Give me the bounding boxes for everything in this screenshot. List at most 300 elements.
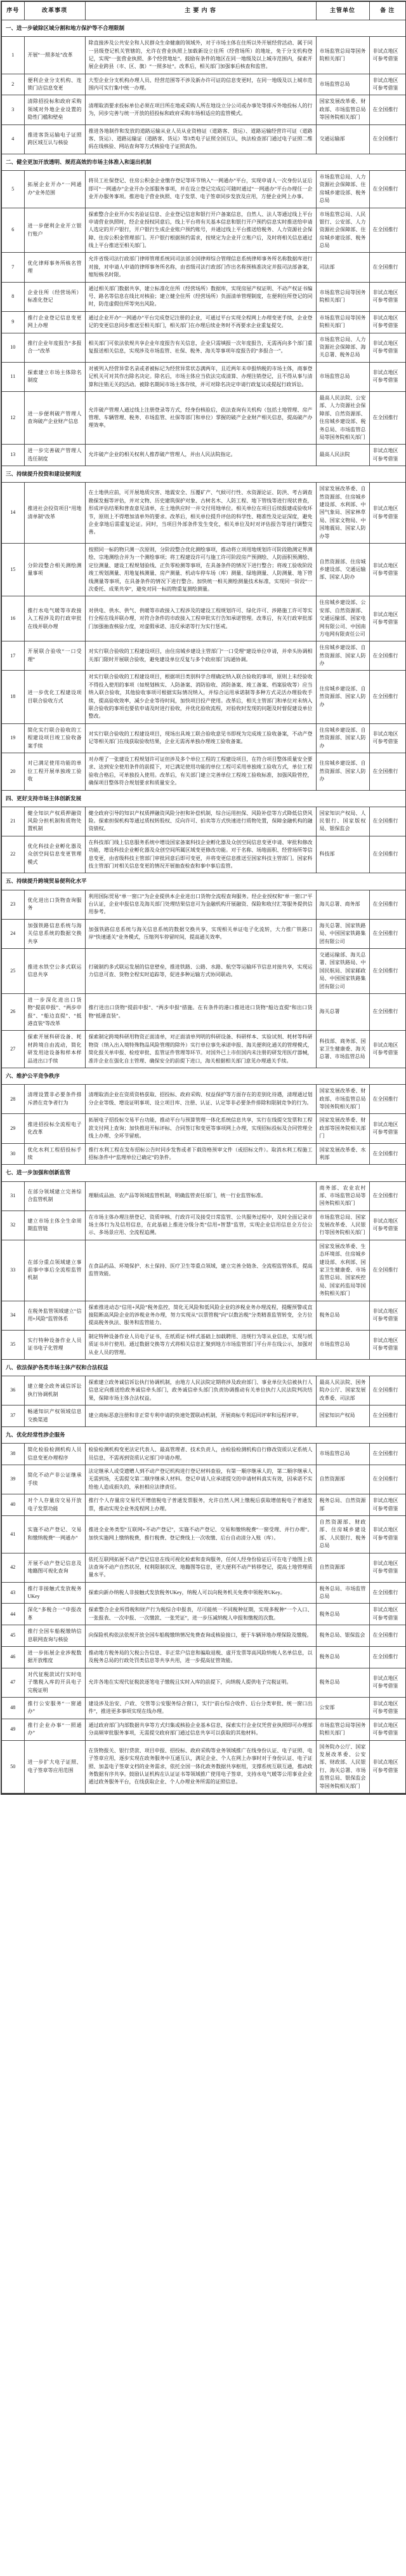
row-number-cell: 43 bbox=[1, 1582, 24, 1604]
row-number-cell: 20 bbox=[1, 753, 24, 790]
reform-item-cell: 建立市场主体全生命周期监管链 bbox=[24, 1211, 85, 1240]
reform-item-cell: 清除招投标和政府采购领域对外地企业设置的隐性门槛和壁垒 bbox=[24, 95, 85, 124]
row-number-cell: 17 bbox=[1, 641, 24, 671]
row-number-cell: 23 bbox=[1, 890, 24, 919]
responsible-unit-cell: 国家发展改革委、水利部 bbox=[316, 1143, 369, 1165]
responsible-unit-cell: 税务总局 bbox=[316, 1604, 369, 1625]
remark-cell: 在全国推行 bbox=[369, 1582, 406, 1604]
main-content-cell: 探索向新办纳税人非接触式发放税务UKey，纳税人可以向税务机关免费申领税务UKey。 bbox=[85, 1582, 316, 1604]
remark-cell: 非试点地区可参考借鉴 bbox=[369, 282, 406, 311]
table-row bbox=[1, 37, 406, 74]
row-number-cell: 1 bbox=[1, 37, 24, 74]
reform-item-cell: 进一步完善破产管理人选任制度 bbox=[24, 445, 85, 466]
reform-item-cell: 优化水利工程招投标手续 bbox=[24, 1143, 85, 1165]
section-heading: 五、持续提升跨境贸易便利化水平 bbox=[1, 873, 406, 890]
row-number-cell: 7 bbox=[1, 253, 24, 282]
table-row bbox=[1, 1625, 406, 1647]
remark-cell: 在全国推行 bbox=[369, 1444, 406, 1465]
table-row bbox=[1, 1668, 406, 1697]
reform-item-cell: 开展“一照多址”改革 bbox=[24, 37, 85, 74]
table-row bbox=[1, 1553, 406, 1582]
column-header-col-item: 改革事项 bbox=[24, 1, 85, 20]
remark-cell: 在全国推行 bbox=[369, 208, 406, 253]
remark-cell: 非试点地区可参考借鉴 bbox=[369, 74, 406, 95]
responsible-unit-cell: 交通运输部、海关总署、国家铁路局、中国民航局、国家邮政局、中国国家铁路集团有限公司 bbox=[316, 948, 369, 993]
table-row bbox=[1, 1405, 406, 1427]
responsible-unit-cell: 税务总局 bbox=[316, 1668, 369, 1697]
section-heading: 八、依法保护各类市场主体产权和合法权益 bbox=[1, 1359, 406, 1376]
table-row bbox=[1, 641, 406, 671]
table-row bbox=[1, 919, 406, 948]
remark-cell: 在全国推行 bbox=[369, 1405, 406, 1427]
main-content-cell: 对办理了一张建设工程规划许可证但涉及多个单位工程的工程建设项目，在符合项目整体质量安全要求、达到安全使用条件的前提下，对已满足使用功能的单位工程可采用单独竣工验收方式，单位工程验收合格后，可单独投入使用。改革后，有关部门建立完善单位工程竣工验收标准，加强风险管控，确保项目整体符合规划要求和质量安全。 bbox=[85, 753, 316, 790]
main-content-cell: 推行水利工程在发布招标公告时同步发售或者下载资格预审文件（或招标文件）。取消水利工程施工招标条件中“监理单位已确定”的条件。 bbox=[85, 1143, 316, 1165]
column-header-col-no: 序号 bbox=[1, 1, 24, 20]
reform-item-cell: 深化“多税合一”申报改革 bbox=[24, 1604, 85, 1625]
main-content-cell: 在食品药品、环境保护、水土保持、医疗卫生等重点领域，建立完善全链条、全流程监管体系，提高监管效能。 bbox=[85, 1240, 316, 1301]
section-heading: 一、进一步破除区域分割和地方保护等不合理限制 bbox=[1, 20, 406, 36]
reform-item-cell: 开展联合验收“一口受理” bbox=[24, 641, 85, 671]
responsible-unit-cell: 最高人民法院、国务院办公厅、国家发展改革委、司法部 bbox=[316, 1376, 369, 1405]
responsible-unit-cell: 公安部 bbox=[316, 1697, 369, 1719]
row-number-cell: 42 bbox=[1, 1553, 24, 1582]
main-content-cell: 健全政府引导的知识产权质押融资风险分担和补偿机制，综合运用担保、风险补偿等方式降低信贷风险。探索担保机构等通过质权转股权、反向许可、拍卖等方式快速进行质物处置，保障金融机构的融资债权。 bbox=[85, 807, 316, 836]
responsible-unit-cell: 海关总署、国家铁路局、中国国家铁路集团有限公司 bbox=[316, 919, 369, 948]
remark-cell: 非试点地区可参考借鉴 bbox=[369, 333, 406, 362]
table-row bbox=[1, 1181, 406, 1211]
responsible-unit-cell: 市场监管总局等国务院相关部门 bbox=[316, 282, 369, 311]
reform-item-cell: 推进社会投资项目“用地清单制”改革 bbox=[24, 483, 85, 544]
table-row bbox=[1, 483, 406, 544]
main-content-cell: 除直接涉及公共安全和人民群众生命健康的领域外，对于市场主体在住所以外开展经营活动、属于同一县级登记机关管辖的，允许在营业执照上加载新设立住所（经营场所）的地址，免于分支机构登记，实现“一张营业执照、多个经营地址”。鼓励有条件的地区在同一地级及以上城市范围内，探索开展企业跨县（市、区、旗）“一照多址”。改革后，相关部门加强事后核查和监管。 bbox=[85, 37, 316, 74]
reform-item-cell: 进一步扩大电子证照、电子签章等应用范围 bbox=[24, 1740, 85, 1794]
responsible-unit-cell: 交通运输部 bbox=[316, 124, 369, 154]
table-row bbox=[1, 445, 406, 466]
row-number-cell: 11 bbox=[1, 362, 24, 391]
table-row bbox=[1, 1240, 406, 1301]
responsible-unit-cell: 自然资源部、住房城乡建设部、交通运输部、国家人防办 bbox=[316, 543, 369, 596]
remark-cell: 在全国推行 bbox=[369, 1625, 406, 1647]
main-content-cell: 大型企业分支机构办理人员、经营范围等不涉及新办许可证的信息变更时，在同一地级及以上城市范围内可实行集中统一办理。 bbox=[85, 74, 316, 95]
row-number-cell: 36 bbox=[1, 1376, 24, 1405]
section-heading-row bbox=[1, 790, 406, 807]
remark-cell: 非试点地区可参考借鉴 bbox=[369, 1494, 406, 1516]
remark-cell: 非试点地区可参考借鉴 bbox=[369, 37, 406, 74]
reform-item-cell: 推进客货运输电子证照跨区域互认与核验 bbox=[24, 124, 85, 154]
responsible-unit-cell: 自然资源部 bbox=[316, 1465, 369, 1494]
section-heading-row bbox=[1, 1165, 406, 1181]
remark-cell: 非试点地区可参考借鉴 bbox=[369, 1031, 406, 1068]
main-content-cell: 加强铁路信息系统与海关信息系统的数据交换共享，实现相关单证电子化流转，大力推广铁路口岸“快速通关”业务模式，压缩列车停留时间，提高通关效率。 bbox=[85, 919, 316, 948]
table-row bbox=[1, 1515, 406, 1553]
responsible-unit-cell: 科技部 bbox=[316, 836, 369, 873]
responsible-unit-cell: 住房城乡建设部、自然资源部、国家人防办 bbox=[316, 753, 369, 790]
row-number-cell: 16 bbox=[1, 596, 24, 641]
remark-cell: 非试点地区可参考借鉴 bbox=[369, 723, 406, 753]
remark-cell: 非试点地区可参考借鉴 bbox=[369, 445, 406, 466]
reform-item-cell: 推行水电气暖等市政接入工程涉及的行政审批在线并联办理 bbox=[24, 596, 85, 641]
table-row bbox=[1, 1697, 406, 1719]
row-number-cell: 24 bbox=[1, 919, 24, 948]
reform-measures-table bbox=[1, 1, 406, 1795]
responsible-unit-cell: 国家发展改革委、财政部、市场监管总局等国务院相关部门 bbox=[316, 95, 369, 124]
main-content-cell: 依托互联网拓展不动产登记信息在线可视化检索和查询服务，任何人经身份验证后可在电子地图上依法查询不动产自然状况、权利限制状况、地籍图等信息，更大便利不动产转移登记，提高土地管理质量水平。 bbox=[85, 1553, 316, 1582]
main-content-cell: 拓展电子招投标交易平台功能，推动平台与预算管理一体化系统信息共享，实行在线提交发票和工程款支付网上查询；加快推进开标评标、合同签订和变更等事项网上办理，实现招标投标及合同管理全线上办理、全环节留痕。 bbox=[85, 1114, 316, 1143]
reform-item-cell: 加强铁路信息系统与海关信息系统的数据交换共享 bbox=[24, 919, 85, 948]
reform-item-cell: 拓展企业开办“一网通办”业务范围 bbox=[24, 170, 85, 208]
responsible-unit-cell: 税务总局 bbox=[316, 1647, 369, 1668]
reform-item-cell: 推行企业办事“一照通办” bbox=[24, 1719, 85, 1740]
remark-cell: 在全国推行 bbox=[369, 836, 406, 873]
reform-item-cell: 优化律师事务所核名管理 bbox=[24, 253, 85, 282]
remark-cell: 在全国推行 bbox=[369, 1647, 406, 1668]
main-content-cell: 法定继承人或受遗赠人到不动产登记机构进行登记材料查验，有第一顺序继承人的，第二顺序继承人无需到场，无需提交第二顺序继承人材料。登记申请人应承诺提交的申请材料真实有效，因承诺不实给他人造成损失的，承担相应法律责任。 bbox=[85, 1465, 316, 1494]
table-row bbox=[1, 170, 406, 208]
remark-cell: 非试点地区可参考借鉴 bbox=[369, 311, 406, 333]
remark-cell: 在全国推行 bbox=[369, 170, 406, 208]
row-number-cell: 8 bbox=[1, 282, 24, 311]
remark-cell: 非试点地区可参考借鉴 bbox=[369, 1668, 406, 1697]
reform-item-cell: 实施不动产登记、交易和缴纳税费“一网通办” bbox=[24, 1515, 85, 1553]
responsible-unit-cell: 市场监管总局等国务院相关部门 bbox=[316, 37, 369, 74]
responsible-unit-cell: 最高人民法院、公安部、人力资源社会保障部、自然资源部、住房城乡建设部、税务总局、市场监管总局等国务院相关部门 bbox=[316, 391, 369, 444]
row-number-cell: 18 bbox=[1, 671, 24, 723]
row-number-cell: 19 bbox=[1, 723, 24, 753]
reform-item-cell: 推行公安服务“一窗通办” bbox=[24, 1697, 85, 1719]
row-number-cell: 44 bbox=[1, 1604, 24, 1625]
remark-cell: 非试点地区可参考借鉴 bbox=[369, 1740, 406, 1794]
main-content-cell: 允许破产企业的相关权利人推荐破产管理人，并由人民法院指定。 bbox=[85, 445, 316, 466]
remark-cell: 非试点地区可参考借鉴 bbox=[369, 1301, 406, 1330]
reform-item-cell: 对个人存量房交易开放电子发票功能 bbox=[24, 1494, 85, 1516]
responsible-unit-cell: 国家知识产权局、人民银行、国家版权局、银保监会 bbox=[316, 807, 369, 836]
section-heading: 三、持续提升投资和建设便利度 bbox=[1, 466, 406, 483]
main-content-cell: 清理取消企业在资质资格获取、招投标、政府采购、权益保护等方面存在的差别化待遇，清理通过划分企业等级、增设证明事项、设立项目库、注册、认证、认定等非必要条件排除和限制竞争的行为。 bbox=[85, 1085, 316, 1114]
table-row bbox=[1, 1085, 406, 1114]
row-number-cell: 14 bbox=[1, 483, 24, 544]
section-heading-row bbox=[1, 154, 406, 170]
remark-cell: 在全国推行 bbox=[369, 1085, 406, 1114]
reform-item-cell: 在部分领域建立完善综合监管机制 bbox=[24, 1181, 85, 1211]
table-row bbox=[1, 753, 406, 790]
row-number-cell: 21 bbox=[1, 807, 24, 836]
reform-item-cell: 推进招投标全流程电子化改革 bbox=[24, 1114, 85, 1143]
table-row bbox=[1, 1582, 406, 1604]
table-row bbox=[1, 1740, 406, 1794]
remark-cell: 在全国推行 bbox=[369, 993, 406, 1031]
table-row bbox=[1, 671, 406, 723]
row-number-cell: 15 bbox=[1, 543, 24, 596]
main-content-cell: 清理取消要求投标单位必须在项目所在地或采购人所在地设立分公司或办事处等排斥外地投标人的行为，同步完善与统一开放的招投标和政府采购市场相适应的监管模式。 bbox=[85, 95, 316, 124]
reform-item-cell: 建立健全政务诚信诉讼执行协调机制 bbox=[24, 1376, 85, 1405]
remark-cell: 在全国推行 bbox=[369, 1240, 406, 1301]
reform-item-cell: 便利企业分支机构、连锁门店信息变更 bbox=[24, 74, 85, 95]
section-heading-row bbox=[1, 466, 406, 483]
main-content-cell: 在市场主体办理注册登记、资质审核、行政许可及接受日常监管、公共服务过程中，及时全面记录市场主体行为及信用信息，在此基础上推进分级分类“信用+智慧”监管，实现企业信用信息全方位公示、多场景应用、全流程追溯。 bbox=[85, 1211, 316, 1240]
responsible-unit-cell: 市场监管总局 bbox=[316, 1444, 369, 1465]
responsible-unit-cell: 海关总署 bbox=[316, 993, 369, 1031]
main-content-cell: 检验检测机构变更法定代表人、最高管理者、技术负责人，由检验检测机构自行修改资质认定系统人员信息，不需再到资质认定部门申请办理。 bbox=[85, 1444, 316, 1465]
table-row bbox=[1, 1031, 406, 1068]
main-content-cell: 探索整合企业所得税和财产行为税综合申报表，尽可能统一不同税种征期，实现多税种“一个入口、一张报表、一次申报、一次缴款、一张凭证”，进一步压减纳税人申报和缴税的次数。 bbox=[85, 1604, 316, 1625]
section-heading: 四、更好支持市场主体创新发展 bbox=[1, 790, 406, 807]
main-content-cell: 理顺成品油、农产品等领域监管机制，明确监管责任部门，统一行业监管标准。 bbox=[85, 1181, 316, 1211]
table-row bbox=[1, 74, 406, 95]
remark-cell: 非试点地区可参考借鉴 bbox=[369, 1719, 406, 1740]
row-number-cell: 47 bbox=[1, 1668, 24, 1697]
reform-item-cell: 推行企业年度报告“多报合一”改革 bbox=[24, 333, 85, 362]
table-row bbox=[1, 1114, 406, 1143]
row-number-cell: 26 bbox=[1, 993, 24, 1031]
main-content-cell: 允许省级司法行政部门律师管理系统同司法部全国律师综合管理信息系统律师事务所名称数据库进行对接，对申请人申请的律师事务所名称，由省级司法行政部门作出名称预核准决定并报司法部备案，缩短核名时限。 bbox=[85, 253, 316, 282]
remark-cell: 非试点地区可参考借鉴 bbox=[369, 1114, 406, 1143]
main-content-cell: 打破制约多式联运发展的信息壁垒，推进铁路、公路、水路、航空等运输环节信息对接共享，实现运力信息可查、货物全程实时追踪等，促进多种运输方式协同联动。 bbox=[85, 948, 316, 993]
remark-cell: 在全国推行 bbox=[369, 1143, 406, 1165]
responsible-unit-cell: 市场监管总局 bbox=[316, 362, 369, 391]
reform-item-cell: 推行非接触式发放税务UKey bbox=[24, 1582, 85, 1604]
responsible-unit-cell: 住房城乡建设部、自然资源部、国家人防办 bbox=[316, 723, 369, 753]
main-content-cell: 建立商标恶意注册和非正常专利申请的快速处置联动机制，开展商标专利巡回评审和远程评审。 bbox=[85, 1405, 316, 1427]
remark-cell: 在全国推行 bbox=[369, 253, 406, 282]
table-row bbox=[1, 836, 406, 873]
main-content-cell: 对被列入经营异常名录或者被标记为经营异常状态满两年，且近两年未申报纳税的市场主体，商事登记机关可对其作出除名决定。除名后，市场主体应当依法完成清算、办理注销登记，且不得从事与清算和注销无关的活动。被除名期间市场主体存续，并可对除名决定申请行政复议或提起行政诉讼。 bbox=[85, 362, 316, 391]
reform-item-cell: 简化检验检测机构人员信息变更办理程序 bbox=[24, 1444, 85, 1465]
main-content-cell: 将员工社保登记、住房公积金企业缴存登记等环节纳入“一网通办”平台，实现申请人一次身份认证后即可“一网通办”企业开办全部服务事项，并在设立登记完成后可随时通过“一网通办”平台办理任一企业开办服务事项。推进电子营业执照、电子发票、电子签章同步发放及应用，方便企业网上办事。 bbox=[85, 170, 316, 208]
row-number-cell: 50 bbox=[1, 1740, 24, 1794]
main-content-cell: 允许破产管理人通过线上注册登录等方式，经身份核验后，依法查询有关机构（包括土地管理、房产管理、车辆管理、税务、市场监管、社保等部门和单位）掌握的破产企业财产相关信息，提高破产办理效率。 bbox=[85, 391, 316, 444]
remark-cell: 非试点地区可参考借鉴 bbox=[369, 1515, 406, 1553]
reform-item-cell: 推进水铁空公多式联运信息共享 bbox=[24, 948, 85, 993]
row-number-cell: 37 bbox=[1, 1405, 24, 1427]
table-row bbox=[1, 208, 406, 253]
responsible-unit-cell: 国家发展改革委、自然资源部、住房城乡建设部、水利部、中国气象局、国家林草局、国家文物局、中国地震局、国家人防办等 bbox=[316, 483, 369, 544]
remark-cell: 在全国推行 bbox=[369, 1376, 406, 1405]
remark-cell: 非试点地区可参考借鉴 bbox=[369, 596, 406, 641]
responsible-unit-cell: 税务总局、银保监会 bbox=[316, 1625, 369, 1647]
row-number-cell: 30 bbox=[1, 1143, 24, 1165]
row-number-cell: 35 bbox=[1, 1330, 24, 1359]
main-content-cell: 通过政府部门内部数据共享等方式归集或核验企业基本信息，探索实行企业仅凭营业执照即可办理部分高频审批服务事项，无需提交政府部门通过信息共享可以获取的其他材料。 bbox=[85, 1719, 316, 1740]
table-row bbox=[1, 723, 406, 753]
main-content-cell: 通过相关部门数据共享，建立标准化住所（经营场所）数据库，实现房屋产权证明、不动产权证书编号、路名等信息在线比对核验；建立健全住所（经营场所）负面清单管理制度，在便利住所登记的同时，防范虚假住所等突出风险。 bbox=[85, 282, 316, 311]
table-row bbox=[1, 807, 406, 836]
main-content-cell: 建设涉及治安、户政、交管等公安服务综合窗口，实行“前台综合收件、后台分类审批、统一窗口出件”，推进更多事项实现在线办理。 bbox=[85, 1697, 316, 1719]
main-content-cell: 推行个人存量房交易代开增值税电子普通发票服务，允许自然人网上缴税后获取增值税电子普通发票，推动实现全业务流程网上办理。 bbox=[85, 1494, 316, 1516]
remark-cell: 非试点地区可参考借鉴 bbox=[369, 1697, 406, 1719]
main-content-cell: 推动地方税务局的欠税公告信息、非正常户信息和骗取退税、虚开发票等高风险纳税人名单信息，以及税务总局的行政处罚类信息等共享共用，进一步提高征管效能。 bbox=[85, 1647, 316, 1668]
row-number-cell: 41 bbox=[1, 1515, 24, 1553]
table-row bbox=[1, 1647, 406, 1668]
table-row bbox=[1, 1330, 406, 1359]
responsible-unit-cell: 住房城乡建设部、自然资源部、国家人防办 bbox=[316, 671, 369, 723]
remark-cell: 在全国推行 bbox=[369, 641, 406, 671]
remark-cell: 非试点地区可参考借鉴 bbox=[369, 1211, 406, 1240]
main-content-cell: 制定特种设备作业人员电子证书，在纸质证书样式基础上加载聘用、违规行为等从业信息，实现与纸质证书并行使用。通过数据交换等方式将相关信息汇聚到地方市场监管部门平台并在线公示，加强对从业人员的管理。 bbox=[85, 1330, 316, 1359]
responsible-unit-cell: 司法部 bbox=[316, 253, 369, 282]
row-number-cell: 31 bbox=[1, 1181, 24, 1211]
main-content-cell: 探索制定跨境科研用物资正面清单，对正面清单列明的科研设备、科研样本、实验试剂、耗材等科研物资（纳入出入境特殊物品风险管理的除外）实行单位事先承诺申报、海关便利化通关的管理模式，简化报关单申报、检疫审批、监管证件管理等环节。对国外已上市但国内未注册的研发用医疗器械，准许企业在强化自主管理、确保安全的前提下进口，海关根据相关部门意见办理通关手续。 bbox=[85, 1031, 316, 1068]
table-row bbox=[1, 1465, 406, 1494]
main-content-cell: 向保险机构依法依规开放全国车船税缴纳情况免费查询或核验接口，便于车辆异地办理保险及缴税。 bbox=[85, 1625, 316, 1647]
reform-item-cell: 推行全国车船税缴纳信息联网查询与核验 bbox=[24, 1625, 85, 1647]
main-content-cell: 在科技部门线上信息服务系统中增设国家备案科技企业孵化器及众创空间信息变更申请、审批和修改功能，增设科技企业孵化器及众创空间所属区域变更修改功能。对于名称、场地面积、经营场所等信息变更，由省级科技主管部门审批同意后即可变更，并将变更信息推送至国家科技主管部门。国家科技主管部门对相关信息变更的情况开展抽查检查和事中事后监管。 bbox=[85, 836, 316, 873]
responsible-unit-cell: 最高人民法院 bbox=[316, 445, 369, 466]
row-number-cell: 27 bbox=[1, 1031, 24, 1068]
remark-cell: 非试点地区可参考借鉴 bbox=[369, 1330, 406, 1359]
row-number-cell: 9 bbox=[1, 311, 24, 333]
responsible-unit-cell: 市场监管总局 bbox=[316, 1330, 369, 1359]
reform-item-cell: 开展不动产登记信息及地籍图可视化查询 bbox=[24, 1553, 85, 1582]
responsible-unit-cell: 住房城乡建设部、公安部、自然资源部、交通运输部、国家电网有限公司、中国南方电网有限责任公司 bbox=[316, 596, 369, 641]
responsible-unit-cell: 科技部、商务部、国家卫生健康委、海关总署、市场监管总局 bbox=[316, 1031, 369, 1068]
remark-cell: 非试点地区可参考借鉴 bbox=[369, 543, 406, 596]
table-row bbox=[1, 333, 406, 362]
reform-item-cell: 企业住所（经营场所）标准化登记 bbox=[24, 282, 85, 311]
reform-item-cell: 清理设置非必要条件排斥潜在竞争者行为 bbox=[24, 1085, 85, 1114]
main-content-cell: 对供电、供水、供气、供暖等市政接入工程涉及的建设工程规划许可、绿化许可、涉路施工许可等实行全程在线并联办理，对符合条件的市政接入工程审批实行告知承诺管理。改革后，有关行政审批部门加强抽查核验力度，对虚假承诺、违反承诺等行为实行惩戒。 bbox=[85, 596, 316, 641]
row-number-cell: 48 bbox=[1, 1697, 24, 1719]
table-header bbox=[1, 1, 406, 20]
reform-item-cell: 进一步便利企业开立银行账户 bbox=[24, 208, 85, 253]
reform-item-cell: 简化不动产非公证继承手续 bbox=[24, 1465, 85, 1494]
main-content-cell: 对实行联合验收的工程建设项目，根据项目类别科学合理确定纳入联合验收的事项，原则上未经验收不得投入使用的事项（如规划核实、人防备案、消防验收、消防备案、竣工备案、档案验收等）应当纳入联合验收，其他验收事项可根据实际情况纳入，并综合运用承诺制等多种方式灵活办理验收手续，提高验收效率，减少企业等待时间，加快项目投产使用。改革后，相关主管部门和单位对未纳入联合验收的事项也要依申请及时进行验收，并优化验收流程，对验收时发现的问题及时督促建设单位整改。 bbox=[85, 671, 316, 723]
main-content-cell: 相关部门可依法依规共享企业年度报告有关信息，企业只需填报一次年度报告，无需再向多个部门重复报送相关信息，实现涉及市场监管、社保、税务、海关等事项年度报告的“多报合一”。 bbox=[85, 333, 316, 362]
row-number-cell: 40 bbox=[1, 1494, 24, 1516]
remark-cell: 非试点地区可参考借鉴 bbox=[369, 1604, 406, 1625]
reform-item-cell: 优化进出口货物查询服务 bbox=[24, 890, 85, 919]
row-number-cell: 4 bbox=[1, 124, 24, 154]
section-heading-row bbox=[1, 873, 406, 890]
remark-cell: 在全国推行 bbox=[369, 753, 406, 790]
table-row bbox=[1, 1211, 406, 1240]
table-row bbox=[1, 1143, 406, 1165]
main-content-cell: 推进各地制作和发放的道路运输从业人员从业资格证（道路客、货运）、道路运输经营许可证（道路客、货运）、道路运输证（道路客、货运）等3类电子证照全国互认，执法检查部门通过电子证照二维码在线核验、网站查询等方式核验电子证照真伪。 bbox=[85, 124, 316, 154]
section-heading-row bbox=[1, 1068, 406, 1085]
remark-cell: 在全国推行 bbox=[369, 890, 406, 919]
section-heading: 九、优化经常性涉企服务 bbox=[1, 1427, 406, 1444]
column-header-col-unit: 主管单位 bbox=[316, 1, 369, 20]
remark-cell: 在全国推行 bbox=[369, 948, 406, 993]
remark-cell: 在全国推行 bbox=[369, 95, 406, 124]
main-content-cell: 在土地供应前，可开展地质灾害、地震安全、压覆矿产、气候可行性、水资源论证、防洪、考古调查勘探发掘等评估，并对文物、历史建筑保护对象、古树名木、人防工程、地下管线等进行现状普查，形成评估结果和普查意见清单，在土地供应时一并交付用地单位。相关单位在项目后续报建或验收环节，原则上不得增加清单外的要求。改革后，相关单位提升评估的科学性、精准性及论证深度，避免企业拿地后需重复论证。同时，当项目外部条件发生变化，相关单位及时对评估报告等进行调整完善。 bbox=[85, 483, 316, 544]
responsible-unit-cell: 税务总局、自然资源部 bbox=[316, 1494, 369, 1516]
main-content-cell: 推行进出口货物“提前申报”、“两步申报”措施。在有条件的港口推进进口货物“船边直提”和出口货物“抵港直装”。 bbox=[85, 993, 316, 1031]
main-content-cell: 对实行联合验收的工程建设项目，现场出具竣工联合验收意见书即视为完成竣工验收备案，不动产登记等相关部门在线获取验收结果，企业无需再单独办理竣工验收备案。 bbox=[85, 723, 316, 753]
table-row bbox=[1, 124, 406, 154]
reform-item-cell: 分阶段整合相关测绘测量事项 bbox=[24, 543, 85, 596]
main-content-cell: 探索整合企业开办实名验证信息、企业登记信息和银行开户备案信息，自然人、法人等通过线上平台申请营业执照时，经企业授权同意后，线上平台将有关基本信息和银行开户预约信息实时推送给申请人选定的开户银行，开户银行生成企业账户预约账号，并通过线上平台推送给税务、人力资源社会保障、住房公积金管理部门。开户银行根据预约需求，按规定为企业开立账户后，及时将相关信息通过线上平台推送至相关部门。 bbox=[85, 208, 316, 253]
table-row bbox=[1, 362, 406, 391]
section-heading-row bbox=[1, 20, 406, 36]
row-number-cell: 38 bbox=[1, 1444, 24, 1465]
row-number-cell: 12 bbox=[1, 391, 24, 444]
main-content-cell: 推进全业务类型“互联网+不动产登记”，实施不动产登记、交易和缴纳税费“一窗受理、并行办理”。加快实施网上缴纳税费，推行税费、登记费线上一次收缴、后台自动清分入账（库）。 bbox=[85, 1515, 316, 1553]
reform-item-cell: 对已满足使用功能的单位工程开展单独竣工验收 bbox=[24, 753, 85, 790]
reform-item-cell: 畅通知识产权领域信息交换渠道 bbox=[24, 1405, 85, 1427]
table-row bbox=[1, 1494, 406, 1516]
remark-cell: 在全国推行 bbox=[369, 671, 406, 723]
table-row bbox=[1, 1719, 406, 1740]
table-row bbox=[1, 311, 406, 333]
remark-cell: 非试点地区可参考借鉴 bbox=[369, 362, 406, 391]
table-row bbox=[1, 993, 406, 1031]
row-number-cell: 5 bbox=[1, 170, 24, 208]
reform-item-cell: 探索建立市场主体除名制度 bbox=[24, 362, 85, 391]
table-row bbox=[1, 95, 406, 124]
responsible-unit-cell: 市场监管总局等国务院相关部门 bbox=[316, 311, 369, 333]
row-number-cell: 3 bbox=[1, 95, 24, 124]
reform-item-cell: 探索开展科研设备、耗材跨境自由流动，简化研发用途设备和样本样品进出口手续 bbox=[24, 1031, 85, 1068]
responsible-unit-cell: 自然资源部 bbox=[316, 1553, 369, 1582]
table-row bbox=[1, 596, 406, 641]
table-row bbox=[1, 391, 406, 444]
responsible-unit-cell: 国务院办公厅、国家发展改革委、公安部、财政部、人民银行、海关总署、市场监管总局、银保监会等国务院相关部门 bbox=[316, 1740, 369, 1794]
table-row bbox=[1, 1604, 406, 1625]
reform-item-cell: 简化实行联合验收的工程建设项目竣工验收备案手续 bbox=[24, 723, 85, 753]
row-number-cell: 25 bbox=[1, 948, 24, 993]
table-row bbox=[1, 1301, 406, 1330]
responsible-unit-cell: 市场监管总局、国家发展改革委、人民银行等国务院相关部门 bbox=[316, 1211, 369, 1240]
table-row bbox=[1, 253, 406, 282]
row-number-cell: 13 bbox=[1, 445, 24, 466]
responsible-unit-cell: 国家知识产权局 bbox=[316, 1405, 369, 1427]
table-row bbox=[1, 282, 406, 311]
row-number-cell: 2 bbox=[1, 74, 24, 95]
reform-item-cell: 优化科技企业孵化器及众创空间信息变更管理模式 bbox=[24, 836, 85, 873]
reform-item-cell: 进一步深化进出口货物“提前申报”、“两步申报”、“船边直提”、“抵港直装”等改革 bbox=[24, 993, 85, 1031]
section-heading: 六、维护公平竞争秩序 bbox=[1, 1068, 406, 1085]
section-heading: 二、健全更加开放透明、规范高效的市场主体准入和退出机制 bbox=[1, 154, 406, 170]
table-row bbox=[1, 1444, 406, 1465]
reform-item-cell: 在税务监管领域建立“信用+风险”监管体系 bbox=[24, 1301, 85, 1330]
responsible-unit-cell: 国家发展改革委、财政部、市场监管总局等国务院相关部门 bbox=[316, 1085, 369, 1114]
section-heading-row bbox=[1, 1427, 406, 1444]
reform-item-cell: 进一步便利破产管理人查询破产企业财产信息 bbox=[24, 391, 85, 444]
responsible-unit-cell: 海关总署、商务部 bbox=[316, 890, 369, 919]
responsible-unit-cell: 住房城乡建设部、自然资源部、国家人防办 bbox=[316, 641, 369, 671]
responsible-unit-cell: 国家发展改革委、财政部等国务院相关部门 bbox=[316, 1114, 369, 1143]
main-content-cell: 通过企业开办“一网通办”平台完成登记注册的企业，可通过平台实现全程网上办理变更手续，企业登记的变更信息同步推送至相关部门，相关部门在办理后续业务时不再要求企业重复提交。 bbox=[85, 311, 316, 333]
row-number-cell: 34 bbox=[1, 1301, 24, 1330]
responsible-unit-cell: 市场监管总局 bbox=[316, 74, 369, 95]
section-heading: 七、进一步加强和创新监管 bbox=[1, 1165, 406, 1181]
reform-item-cell: 推行企业登记信息变更网上办理 bbox=[24, 311, 85, 333]
responsible-unit-cell: 市场监管总局、人力资源社会保障部、住房城乡建设部、税务总局 bbox=[316, 170, 369, 208]
table-body bbox=[1, 20, 406, 1794]
row-number-cell: 46 bbox=[1, 1647, 24, 1668]
row-number-cell: 22 bbox=[1, 836, 24, 873]
main-content-cell: 探索建立政务诚信诉讼执行协调机制，由地方人民法院定期将涉及政府部门、事业单位失信被执行人信息定向推送给政务诚信牵头部门，政务诚信牵头部门负责协调推动有关单位执行人民法院判决结果，保障市场主体合法权益。 bbox=[85, 1376, 316, 1405]
remark-cell: 在全国推行 bbox=[369, 807, 406, 836]
remark-cell: 在全国推行 bbox=[369, 391, 406, 444]
table-row bbox=[1, 1376, 406, 1405]
main-content-cell: 按照同一标的物只测一次原则，分阶段整合优化测绘事项，推动将立项用地规划许可阶段勘测定界测绘、宗地测绘合并为一个测绘事项；将工程建设许可与施工许可阶段房产预测绘、人防面积预测绘、定位测量、建设工程规划验线、正负零检测等事项，在具备条件的情况下进行整合；将竣工验收阶段竣工规划测量、用地复核测量、房产测量、机动车停车场（库）测量、绿地测量、人防测量、地下管线测量等事项，在具备条件的情况下进行整合。加快统一相关测绘测量技术标准，实现同一阶段“一次委托、成果共享”，避免对同一标的物重复测绘测量。 bbox=[85, 543, 316, 596]
remark-cell: 在全国推行 bbox=[369, 1181, 406, 1211]
row-number-cell: 45 bbox=[1, 1625, 24, 1647]
main-content-cell: 探索推进动态“信用+风险”税务监控，简化无风险和低风险企业的涉税业务办理流程，提醒预警或直接阻断高风险企业的涉税业务办理，努力实现从“以票管税”向“以数治税”分类精准监管转变，全方位提高税务执法、服务和监管能力。 bbox=[85, 1301, 316, 1330]
main-content-cell: 允许各地在实现代征税款逐笔电子缴税且实时入库的前提下，向纳税人提供电子完税证明。 bbox=[85, 1668, 316, 1697]
reform-item-cell: 健全知识产权质押融资风险分担机制和质物处置机制 bbox=[24, 807, 85, 836]
reform-item-cell: 进一步优化工程建设项目联合验收方式 bbox=[24, 671, 85, 723]
reform-item-cell: 对代征税款试行实时电子缴税入库的开具电子完税证明 bbox=[24, 1668, 85, 1697]
responsible-unit-cell: 税务总局 bbox=[316, 1301, 369, 1330]
remark-cell: 非试点地区可参考借鉴 bbox=[369, 483, 406, 544]
reform-item-cell: 进一步拓展企业涉税数据开放维度 bbox=[24, 1647, 85, 1668]
remark-cell: 非试点地区可参考借鉴 bbox=[369, 1553, 406, 1582]
main-content-cell: 对实行联合验收的工程建设项目，由住房城乡建设主管部门“一口受理”建设单位申请，并牵头协调相关部门限时开展联合验收，避免建设单位反复与多个政府部门沟通协调。 bbox=[85, 641, 316, 671]
responsible-unit-cell: 市场监管总局等国务院相关部门 bbox=[316, 1719, 369, 1740]
responsible-unit-cell: 自然资源部、财政部、住房城乡建设部、人民银行、税务总局 bbox=[316, 1515, 369, 1553]
